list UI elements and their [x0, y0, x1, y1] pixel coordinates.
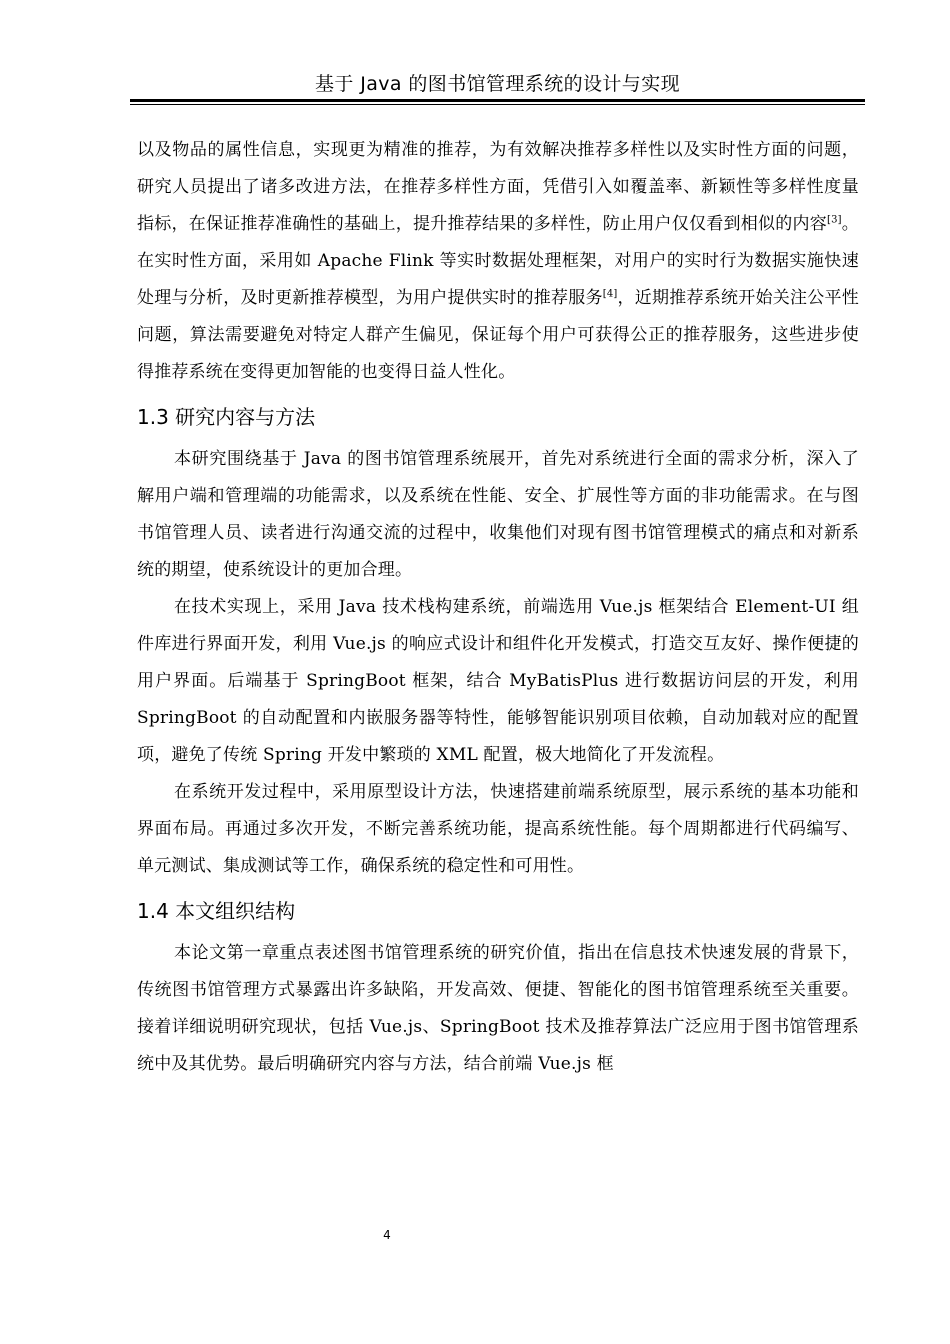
- page-number: 4: [383, 1228, 391, 1242]
- document-body: [137, 132, 859, 1083]
- header-rule-thick: [130, 99, 865, 102]
- paragraph-text: 。在实时性方面，采用如 Apache Flink 等实时数据处理框架，对用户的实时行为数据实施快速处理与分析，及时更新推荐模型，为用户提供实时的推荐服务: [137, 214, 859, 308]
- paragraph-text: ，近期推荐系统开始关注公平性问题，算法需要避免对特定人群产生偏见，保证每个用户可获得公正的推荐服务，这些进步使得推荐系统在变得更加智能的也变得日益人性化。: [137, 288, 859, 382]
- paragraph: 在系统开发过程中，采用原型设计方法，快速搭建前端系统原型，展示系统的基本功能和界面布局。再通过多次开发，不断完善系统功能，提高系统性能。每个周期都进行代码编写、单元测试、集成测试等工作，确保系统的稳定性和可用性。: [137, 782, 859, 876]
- paragraph-text: 以及物品的属性信息，实现更为精准的推荐，为有效解决推荐多样性以及实时性方面的问题，研究人员提出了诸多改进方法，在推荐多样性方面，凭借引入如覆盖率、新颖性等多样性度量指标，在保证推荐准确性的基础上，提升推荐结果的多样性，防止用户仅仅看到相似的内容: [137, 140, 859, 234]
- page-header-title: 基于 Java 的图书馆管理系统的设计与实现: [314, 73, 680, 95]
- citation-ref: [4]: [602, 288, 618, 300]
- paragraph-continued: [137, 132, 859, 391]
- paragraph: 本研究围绕基于 Java 的图书馆管理系统展开，首先对系统进行全面的需求分析，深入了解用户端和管理端的功能需求，以及系统在性能、安全、扩展性等方面的非功能需求。在与图书馆管理人员、读者进行沟通交流的过程中，收集他们对现有图书馆管理模式的痛点和对新系统的期望，使系统设计的更加合理。: [137, 449, 859, 580]
- section-heading-1-3: 1.3 研究内容与方法: [137, 405, 316, 429]
- citation-ref: [3]: [826, 214, 842, 226]
- section-heading-1-4: 1.4 本文组织结构: [137, 899, 296, 923]
- paragraph: 在技术实现上，采用 Java 技术栈构建系统，前端选用 Vue.js 框架结合 Element-UI 组件库进行界面开发，利用 Vue.js 的响应式设计和组件化开发模式，打造交互友好、操作便捷的用户界面。后端基于 SpringBoot 框架，结合 MyBatisPlus 进行数据访问层的开发，利用 SpringBoot 的自动配置和内嵌服务器等特性，能够智能识别项目依赖，自动加载对应的配置项，避免了传统 Spring 开发中繁琐的 XML 配置，极大地简化了开发流程。: [137, 597, 859, 765]
- header-rule-thin: [130, 104, 865, 105]
- paragraph: 本论文第一章重点表述图书馆管理系统的研究价值，指出在信息技术快速发展的背景下，传统图书馆管理方式暴露出许多缺陷，开发高效、便捷、智能化的图书馆管理系统至关重要。接着详细说明研究现状，包括 Vue.js、SpringBoot 技术及推荐算法广泛应用于图书馆管理系统中及其优势。最后明确研究内容与方法，结合前端 Vue.js 框: [137, 943, 859, 1074]
